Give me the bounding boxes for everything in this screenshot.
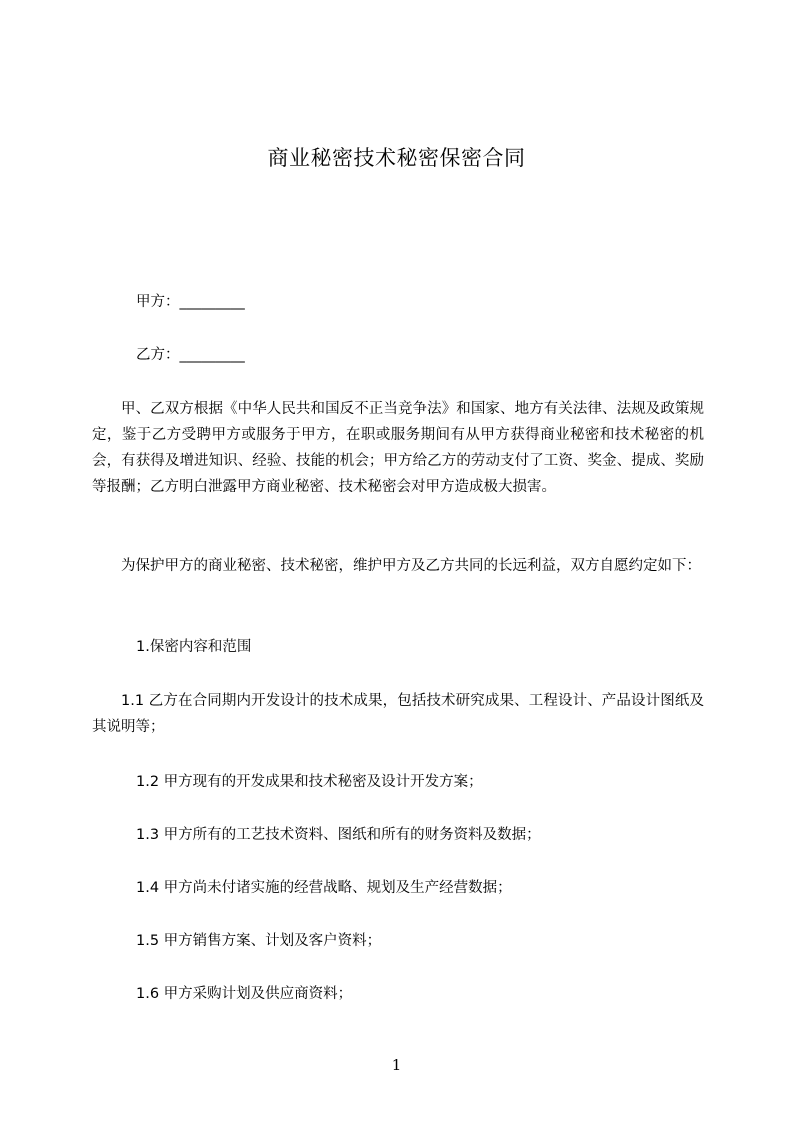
page-number: 1 <box>391 1056 402 1074</box>
section-1-heading: 1.保密内容和范围 <box>136 639 252 655</box>
clause-1-5: 1.5 甲方销售方案、计划及客户资料； <box>136 933 382 949</box>
clause-1-2: 1.2 甲方现有的开发成果和技术秘密及设计开发方案； <box>136 774 483 790</box>
clause-1-3: 1.3 甲方所有的工艺技术资料、图纸和所有的财务资料及数据； <box>136 827 541 843</box>
clause-1-1: 1.1 乙方在合同期内开发设计的技术成果，包括技术研究成果、工程设计、产品设计图纸及其说明等； <box>92 693 704 735</box>
purpose-paragraph: 为保护甲方的商业秘密、技术秘密，维护甲方及乙方共同的长远利益，双方自愿约定如下： <box>121 558 701 574</box>
clause-1-6: 1.6 甲方采购计划及供应商资料； <box>136 986 353 1002</box>
document-title: 商业秘密技术秘密保密合同 <box>267 146 526 170</box>
clause-1-4: 1.4 甲方尚未付诸实施的经营战略、规划及生产经营数据； <box>136 880 512 896</box>
party-b-line: 乙方：_________ <box>136 347 245 363</box>
party-a-line: 甲方：_________ <box>136 294 245 310</box>
intro-paragraph: 甲、乙双方根据《中华人民共和国反不正当竞争法》和国家、地方有关法律、法规及政策规定，鉴于乙方受聘甲方或服务于甲方，在职或服务期间有从甲方获得商业秘密和技术秘密的机会，有获得及增进知识、经验、技能的机会；甲方给乙方的劳动支付了工资、奖金、提成、奖励等报酬；乙方明白泄露甲方商业秘密、技术秘密会对甲方造成极大损害。 <box>92 401 704 495</box>
